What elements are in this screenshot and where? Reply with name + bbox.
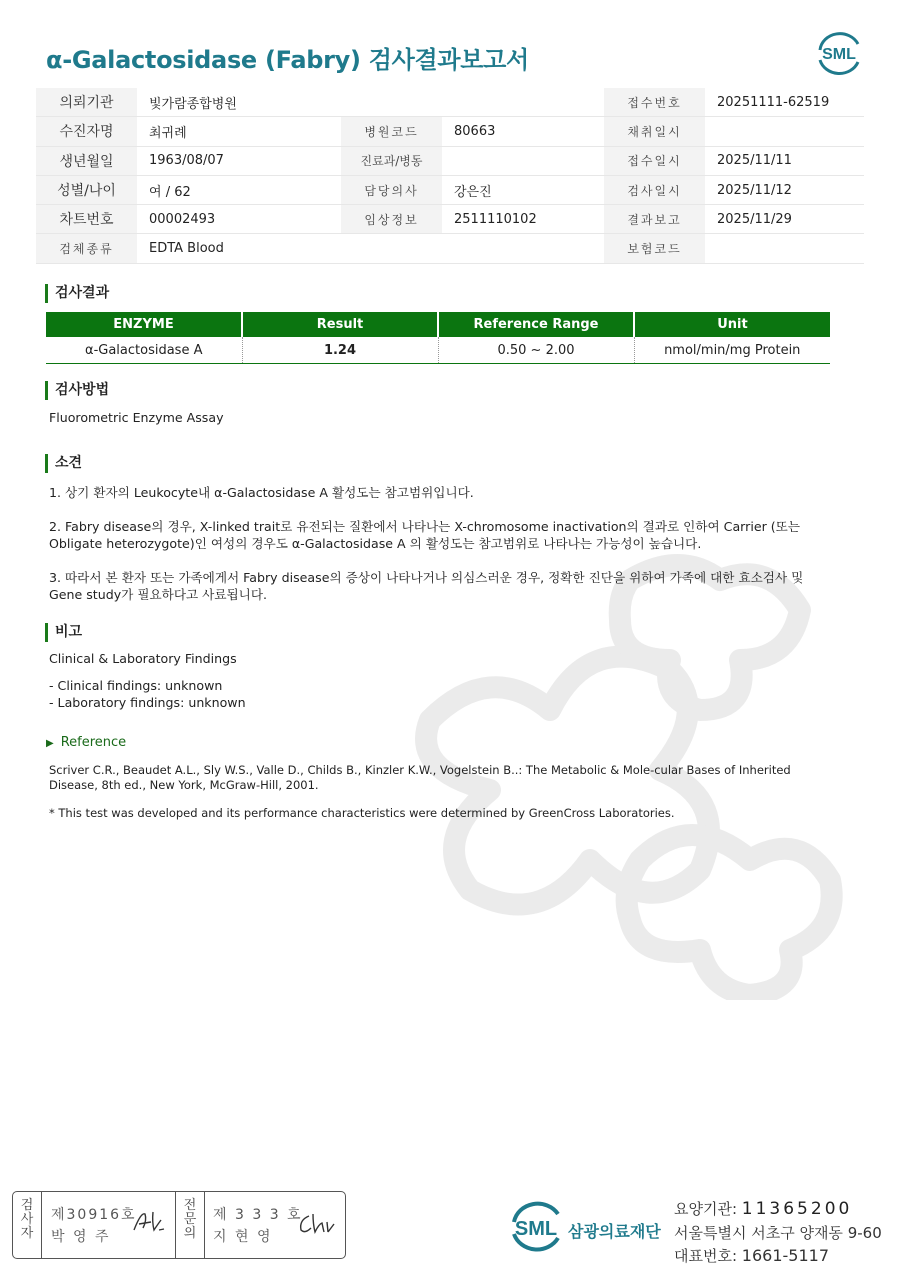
- info-label: 결과보고: [604, 205, 705, 234]
- remarks-line: - Clinical findings: unknown: [49, 678, 223, 693]
- logo-text: SML: [822, 46, 856, 63]
- info-blank: [341, 234, 442, 263]
- info-blank: [442, 234, 604, 263]
- info-value: 강은진: [442, 175, 604, 204]
- info-label: 의뢰기관: [36, 88, 137, 117]
- phone-line: [674, 1245, 829, 1266]
- reference-title: Reference: [60, 735, 127, 750]
- examiner-signature-icon: [131, 1208, 167, 1236]
- triangle-bullet-icon: ▶: [46, 738, 54, 749]
- results-col-header: Reference Range: [438, 312, 634, 337]
- specialist-name: 지 현 영: [213, 1229, 273, 1245]
- info-row: [36, 175, 864, 204]
- reference-range-cell: 0.50 ~ 2.00: [438, 337, 634, 364]
- info-row: [36, 146, 864, 175]
- section-title-findings: 소견: [45, 454, 82, 473]
- org-name: 삼광의료재단: [568, 1222, 661, 1241]
- phone-label: 대표번호:: [674, 1247, 738, 1265]
- info-label: 진료과/병동: [341, 146, 442, 175]
- examiner-label-cell: [13, 1192, 42, 1258]
- findings-paragraph-2-line-1: 2. Fabry disease의 경우, X-linked trait로 유전되는 질환에서 나타나는 X-chromosome inactivation의 결과로 인하여 Carrier (또는: [49, 519, 800, 534]
- info-label: 임상정보: [341, 205, 442, 234]
- info-value: 80663: [442, 117, 604, 146]
- specialist-label-char: 의: [183, 1226, 197, 1241]
- info-blank: [442, 88, 604, 117]
- patient-info-table: [36, 88, 864, 264]
- info-row: [36, 205, 864, 234]
- phone-value: 1661-5117: [741, 1246, 830, 1265]
- info-row: [36, 88, 864, 117]
- remarks-line: Clinical & Laboratory Findings: [49, 651, 237, 666]
- findings-paragraph-3-line-1: 3. 따라서 본 환자 또는 가족에게서 Fabry disease의 증상이 나타나거나 의심스러운 경우, 정확한 진단을 위하여 가족에 대한 효소검사 및: [49, 570, 804, 585]
- info-label: 병원코드: [341, 117, 442, 146]
- report-title: α-Galactosidase (Fabry) 검사결과보고서: [46, 46, 529, 74]
- info-label: 접수일시: [604, 146, 705, 175]
- info-row: [36, 234, 864, 263]
- examiner-label-char: 사: [20, 1212, 34, 1227]
- table-row: [46, 337, 830, 364]
- info-row: [36, 117, 864, 146]
- remarks-line: - Laboratory findings: unknown: [49, 695, 246, 710]
- info-value: 2025/11/29: [705, 205, 864, 234]
- reference-citation-line-2: Disease, 8th ed., New York, McGraw-Hill, 2001.: [49, 778, 319, 792]
- info-value: 2025/11/12: [705, 175, 864, 204]
- specialist-label-char: 전: [183, 1198, 197, 1213]
- info-value: [705, 117, 864, 146]
- sml-footer-logo-icon: [508, 1196, 564, 1256]
- signature-box: [12, 1191, 346, 1259]
- footer-logo-text: SML: [514, 1218, 558, 1240]
- results-col-header: Result: [242, 312, 438, 337]
- info-value: 최귀례: [137, 117, 341, 146]
- info-label: 성별/나이: [36, 175, 137, 204]
- org-address: 서울특별시 서초구 양재동 9-60: [674, 1224, 882, 1242]
- results-table: [46, 312, 830, 364]
- info-label: 검체종류: [36, 234, 137, 263]
- findings-paragraph-3-line-2: Gene study가 필요하다고 사료됩니다.: [49, 587, 267, 602]
- results-col-header: ENZYME: [46, 312, 242, 337]
- section-title-results: 검사결과: [45, 284, 109, 303]
- reference-heading: [46, 735, 126, 750]
- unit-cell: nmol/min/mg Protein: [634, 337, 830, 364]
- reference-citation-line-1: Scriver C.R., Beaudet A.L., Sly W.S., Valle D., Childs B., Kinzler K.W., Vogelstein B..: The Metabolic & Mole-cular Bases of Inherited: [49, 763, 791, 777]
- findings-paragraph-1: 1. 상기 환자의 Leukocyte내 α-Galactosidase A 활성도는 참고범위입니다.: [49, 485, 474, 500]
- info-value: 20251111-62519: [705, 88, 864, 117]
- info-blank: [341, 88, 442, 117]
- examiner-name: 박 영 주: [51, 1229, 111, 1245]
- examiner-license-no: 제30916호: [51, 1207, 137, 1223]
- info-value: 2511110102: [442, 205, 604, 234]
- info-label: 접수번호: [604, 88, 705, 117]
- specialist-license-no: 제 3 3 3 호: [213, 1207, 303, 1223]
- institution-code-label: 요양기관:: [674, 1200, 738, 1218]
- institution-code-line: [674, 1198, 852, 1219]
- info-value: EDTA Blood: [137, 234, 341, 263]
- info-label: 보험코드: [604, 234, 705, 263]
- examiner-label-char: 검: [20, 1198, 34, 1213]
- info-label: 검사일시: [604, 175, 705, 204]
- info-value: [442, 146, 604, 175]
- enzyme-cell: α-Galactosidase A: [46, 337, 242, 364]
- reference-note: * This test was developed and its performance characteristics were determined by GreenCross Laboratories.: [49, 806, 675, 820]
- specialist-signature-icon: [295, 1210, 335, 1236]
- specialist-label-cell: [175, 1192, 205, 1258]
- section-title-remarks: 비고: [45, 623, 82, 642]
- info-value: 여 / 62: [137, 175, 341, 204]
- specialist-label-char: 문: [183, 1212, 197, 1227]
- info-label: 채취일시: [604, 117, 705, 146]
- info-label: 생년월일: [36, 146, 137, 175]
- results-col-header: Unit: [634, 312, 830, 337]
- info-value: 빛가람종합병원: [137, 88, 341, 117]
- info-label: 수진자명: [36, 117, 137, 146]
- method-text: Fluorometric Enzyme Assay: [49, 410, 224, 425]
- info-value: [705, 234, 864, 263]
- examiner-label-char: 자: [20, 1226, 34, 1241]
- findings-paragraph-2-line-2: Obligate heterozygote)인 여성의 경우도 α-Galactosidase A 의 활성도는 참고범위로 나타나는 가능성이 높습니다.: [49, 536, 702, 551]
- info-value: 00002493: [137, 205, 341, 234]
- section-title-method: 검사방법: [45, 381, 109, 400]
- result-value-cell: 1.24: [242, 337, 438, 364]
- info-value: 1963/08/07: [137, 146, 341, 175]
- results-header-row: [46, 312, 830, 337]
- info-value: 2025/11/11: [705, 146, 864, 175]
- info-label: 담당의사: [341, 175, 442, 204]
- institution-code-value: 11365200: [741, 1199, 853, 1219]
- sml-logo-icon: [812, 30, 866, 76]
- info-label: 차트번호: [36, 205, 137, 234]
